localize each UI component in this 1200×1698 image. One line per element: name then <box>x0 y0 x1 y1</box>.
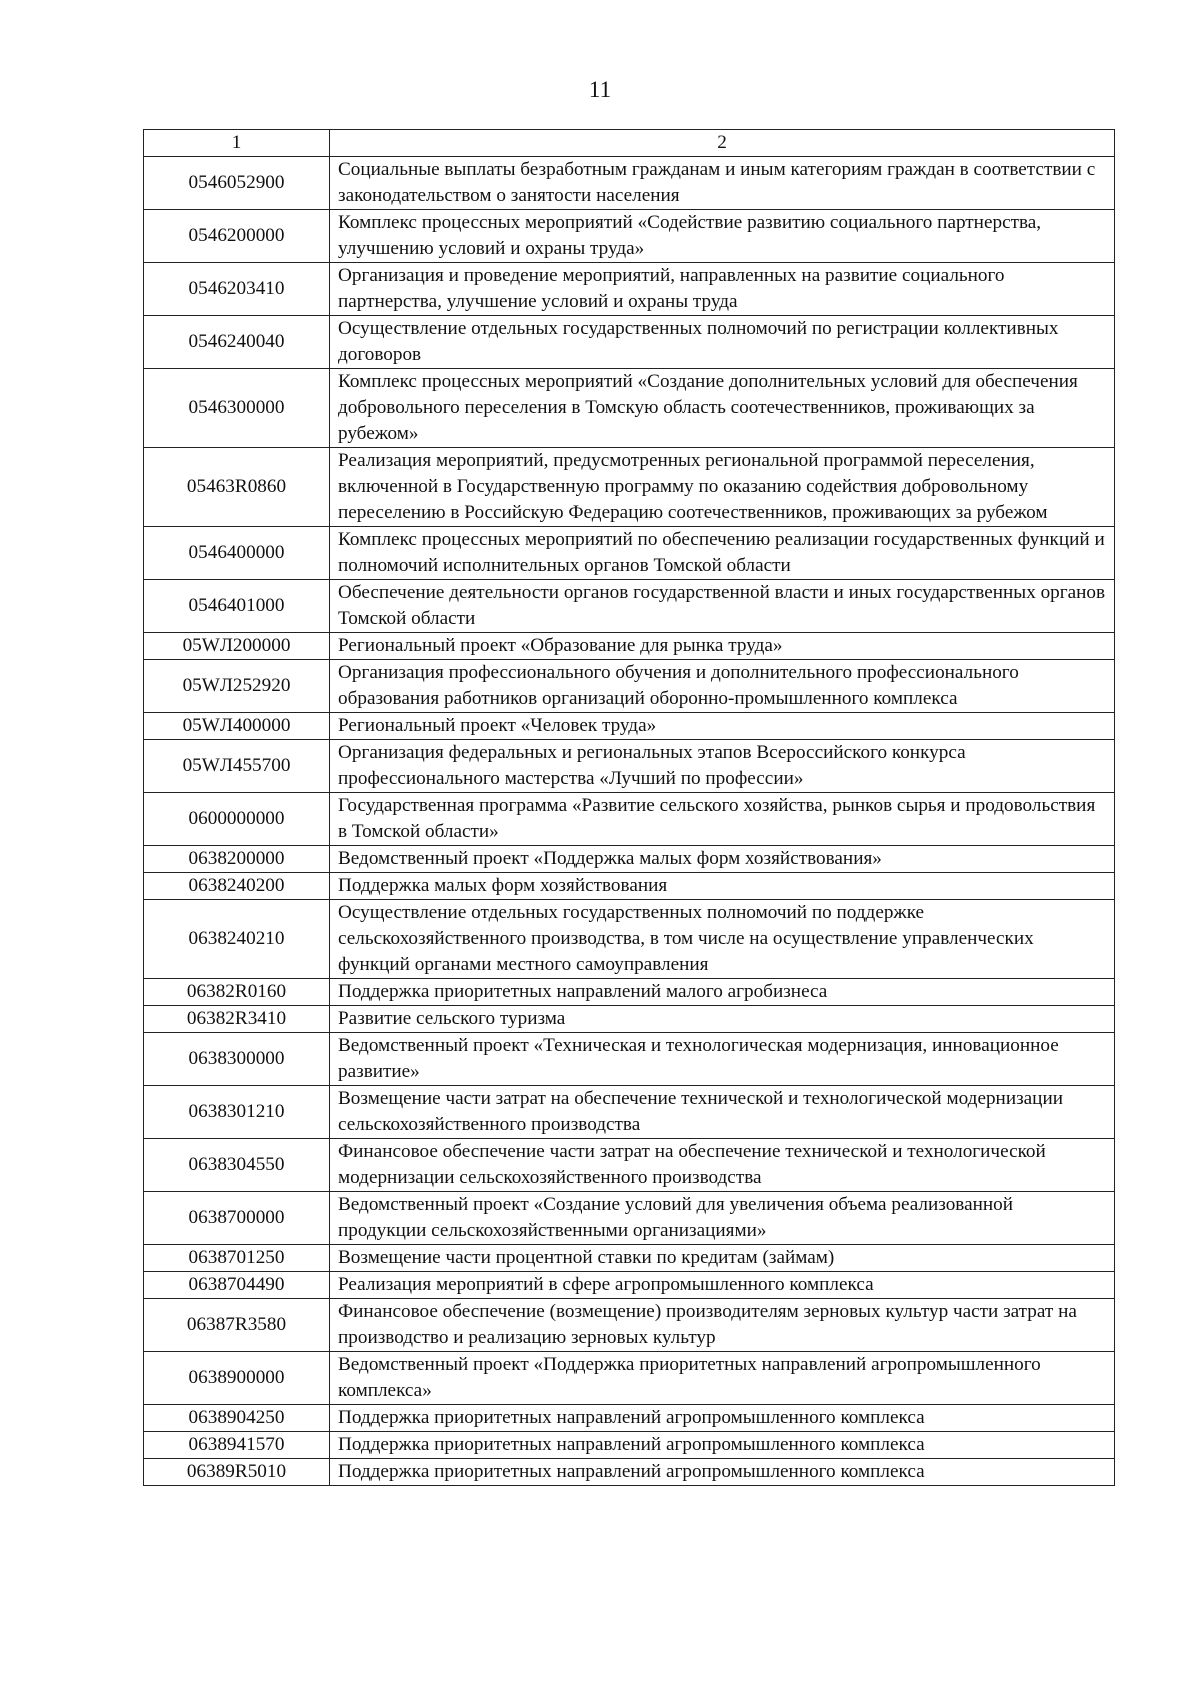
table-row <box>144 1139 1115 1192</box>
classification-code: 0638941570 <box>144 1432 330 1459</box>
table-row <box>144 1299 1115 1352</box>
expense-description: Возмещение части процентной ставки по кредитам (займам) <box>330 1245 1115 1272</box>
classification-code: 0638304550 <box>144 1139 330 1192</box>
table-header-row <box>144 130 1115 157</box>
classification-code: 0600000000 <box>144 793 330 846</box>
classification-code: 0638700000 <box>144 1192 330 1245</box>
expense-description: Поддержка приоритетных направлений агропромышленного комплекса <box>330 1432 1115 1459</box>
classification-code: 0546400000 <box>144 527 330 580</box>
expense-description: Поддержка приоритетных направлений малого агробизнеса <box>330 979 1115 1006</box>
classification-code: 0638200000 <box>144 846 330 873</box>
classification-code: 05WЛ200000 <box>144 633 330 660</box>
table-row <box>144 1033 1115 1086</box>
table-row <box>144 793 1115 846</box>
expense-description: Организация профессионального обучения и дополнительного профессионального образования работников организаций оборонно-промышленного комплекса <box>330 660 1115 713</box>
expense-description: Поддержка малых форм хозяйствования <box>330 873 1115 900</box>
classification-code: 06389R5010 <box>144 1459 330 1486</box>
table-row <box>144 740 1115 793</box>
classification-code: 0638904250 <box>144 1405 330 1432</box>
table-row <box>144 1245 1115 1272</box>
table-row <box>144 713 1115 740</box>
expense-description: Обеспечение деятельности органов государственной власти и иных государственных органов Томской области <box>330 580 1115 633</box>
classification-code: 06387R3580 <box>144 1299 330 1352</box>
classification-code: 05WЛ400000 <box>144 713 330 740</box>
expense-description: Развитие сельского туризма <box>330 1006 1115 1033</box>
classification-code: 0546240040 <box>144 316 330 369</box>
expense-description: Комплекс процессных мероприятий «Содействие развитию социального партнерства, улучшению условий и охраны труда» <box>330 210 1115 263</box>
expense-description: Организация и проведение мероприятий, направленных на развитие социального партнерства, улучшение условий и охраны труда <box>330 263 1115 316</box>
classification-code: 0546203410 <box>144 263 330 316</box>
table-row <box>144 873 1115 900</box>
expense-description: Возмещение части затрат на обеспечение технической и технологической модернизации сельскохозяйственного производства <box>330 1086 1115 1139</box>
classification-code: 0546200000 <box>144 210 330 263</box>
table-row <box>144 900 1115 979</box>
expense-description: Ведомственный проект «Поддержка малых форм хозяйствования» <box>330 846 1115 873</box>
expense-description: Поддержка приоритетных направлений агропромышленного комплекса <box>330 1405 1115 1432</box>
classification-code: 06382R0160 <box>144 979 330 1006</box>
table-row <box>144 1272 1115 1299</box>
table-body <box>144 157 1115 1486</box>
expense-description: Реализация мероприятий в сфере агропромышленного комплекса <box>330 1272 1115 1299</box>
expense-description: Ведомственный проект «Техническая и технологическая модернизация, инновационное развитие» <box>330 1033 1115 1086</box>
classification-code: 0546401000 <box>144 580 330 633</box>
expense-description: Ведомственный проект «Поддержка приоритетных направлений агропромышленного комплекса» <box>330 1352 1115 1405</box>
expense-description: Осуществление отдельных государственных полномочий по регистрации коллективных договоров <box>330 316 1115 369</box>
table-row <box>144 979 1115 1006</box>
expense-description: Ведомственный проект «Создание условий для увеличения объема реализованной продукции сельскохозяйственными организациями» <box>330 1192 1115 1245</box>
classification-code: 05463R0860 <box>144 448 330 527</box>
classification-code: 0546052900 <box>144 157 330 210</box>
table-row <box>144 210 1115 263</box>
column-header-code: 1 <box>144 130 330 157</box>
table-row <box>144 1405 1115 1432</box>
expense-description: Осуществление отдельных государственных полномочий по поддержке сельскохозяйственного производства, в том числе на осуществление управленческих функций органами местного самоуправления <box>330 900 1115 979</box>
table-row <box>144 1192 1115 1245</box>
column-header-description: 2 <box>330 130 1115 157</box>
table-row <box>144 846 1115 873</box>
table-row <box>144 1086 1115 1139</box>
classification-code: 05WЛ252920 <box>144 660 330 713</box>
expense-description: Финансовое обеспечение (возмещение) производителям зерновых культур части затрат на производство и реализацию зерновых культур <box>330 1299 1115 1352</box>
table-row <box>144 1432 1115 1459</box>
classification-code: 0638240210 <box>144 900 330 979</box>
classification-code: 0638240200 <box>144 873 330 900</box>
expense-description: Комплекс процессных мероприятий по обеспечению реализации государственных функций и полномочий исполнительных органов Томской области <box>330 527 1115 580</box>
classification-code: 0638900000 <box>144 1352 330 1405</box>
classification-code: 05WЛ455700 <box>144 740 330 793</box>
table-row <box>144 580 1115 633</box>
expense-description: Поддержка приоритетных направлений агропромышленного комплекса <box>330 1459 1115 1486</box>
table-row <box>144 448 1115 527</box>
classification-code: 0638301210 <box>144 1086 330 1139</box>
expense-description: Финансовое обеспечение части затрат на обеспечение технической и технологической модернизации сельскохозяйственного производства <box>330 1139 1115 1192</box>
table-row <box>144 527 1115 580</box>
table-row <box>144 369 1115 448</box>
classification-code: 0638300000 <box>144 1033 330 1086</box>
expense-description: Социальные выплаты безработным гражданам и иным категориям граждан в соответствии с законодательством о занятости населения <box>330 157 1115 210</box>
table-row <box>144 660 1115 713</box>
expense-description: Государственная программа «Развитие сельского хозяйства, рынков сырья и продовольствия в Томской области» <box>330 793 1115 846</box>
classification-code: 0546300000 <box>144 369 330 448</box>
table-row <box>144 263 1115 316</box>
classification-code: 0638704490 <box>144 1272 330 1299</box>
budget-codes-table <box>143 129 1115 1486</box>
classification-code: 0638701250 <box>144 1245 330 1272</box>
table-row <box>144 1352 1115 1405</box>
table-row <box>144 633 1115 660</box>
table-row <box>144 316 1115 369</box>
classification-code: 06382R3410 <box>144 1006 330 1033</box>
page-number: 11 <box>588 77 612 102</box>
table-row <box>144 1006 1115 1033</box>
table-row <box>144 1459 1115 1486</box>
expense-description: Организация федеральных и региональных этапов Всероссийского конкурса профессионального мастерства «Лучший по профессии» <box>330 740 1115 793</box>
expense-description: Реализация мероприятий, предусмотренных региональной программой переселения, включенной в Государственную программу по оказанию содействия добровольному переселению в Российскую Федерацию соотечественников, проживающих за рубежом <box>330 448 1115 527</box>
expense-description: Комплекс процессных мероприятий «Создание дополнительных условий для обеспечения добровольного переселения в Томскую область соотечественников, проживающих за рубежом» <box>330 369 1115 448</box>
expense-description: Региональный проект «Образование для рынка труда» <box>330 633 1115 660</box>
table-row <box>144 157 1115 210</box>
expense-description: Региональный проект «Человек труда» <box>330 713 1115 740</box>
